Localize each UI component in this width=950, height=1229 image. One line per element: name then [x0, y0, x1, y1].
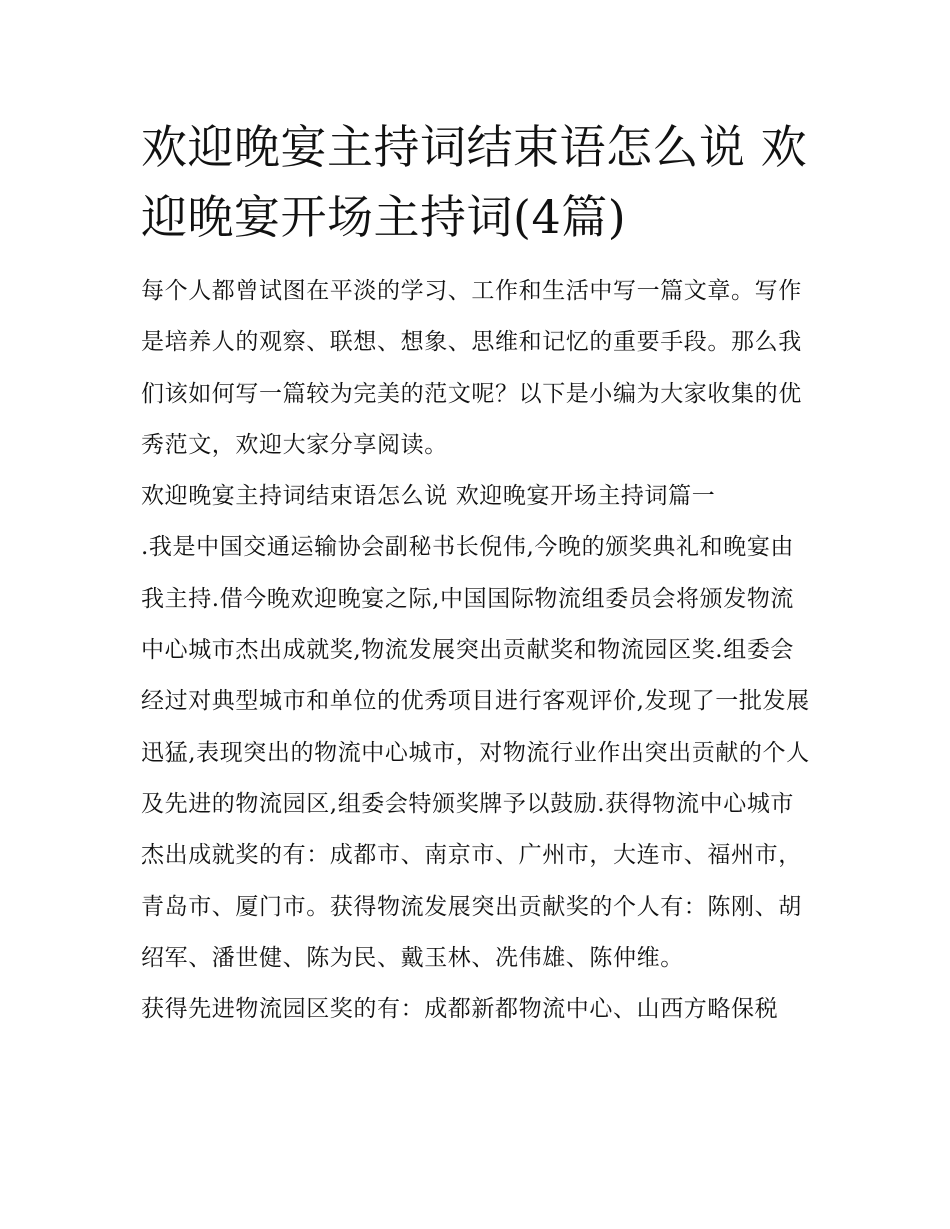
body-paragraph-2: 获得先进物流园区奖的有：成都新都物流中心、山西方略保税: [141, 996, 779, 1023]
section-heading: 欢迎晚宴主持词结束语怎么说 欢迎晚宴开场主持词篇一: [141, 483, 716, 510]
document-body: [141, 112, 813, 1035]
body-paragraph-1: .我是中国交通运输协会副秘书长倪伟,今晚的颁奖典礼和晚宴由我主持.借今晚欢迎晚宴之际,中国国际物流组委员会将颁发物流中心城市杰出成就奖,物流发展突出贡献奖和物流园区奖.组委会经过对典型城市和单位的优秀项目进行客观评价,发现了一批发展迅猛,表现突出的物流中心城市，对物流行业作出突出贡献的个人及先进的物流园区,组委会特颁奖牌予以鼓励.获得物流中心城市杰出成就奖的有：成都市、南京市、广州市，大连市、福州市，青岛市、厦门市。获得物流发展突出贡献奖的个人有：陈刚、胡绍军、潘世健、陈为民、戴玉林、冼伟雄、陈仲维。: [141, 534, 810, 971]
document-title: 欢迎晚宴主持词结束语怎么说 欢迎晚宴开场主持词(4篇): [141, 120, 808, 244]
intro-paragraph: 每个人都曾试图在平淡的学习、工作和生活中写一篇文章。写作是培养人的观察、联想、想象、思维和记忆的重要手段。那么我们该如何写一篇较为完美的范文呢？以下是小编为大家收集的优秀范文，欢迎大家分享阅读。: [141, 278, 802, 458]
